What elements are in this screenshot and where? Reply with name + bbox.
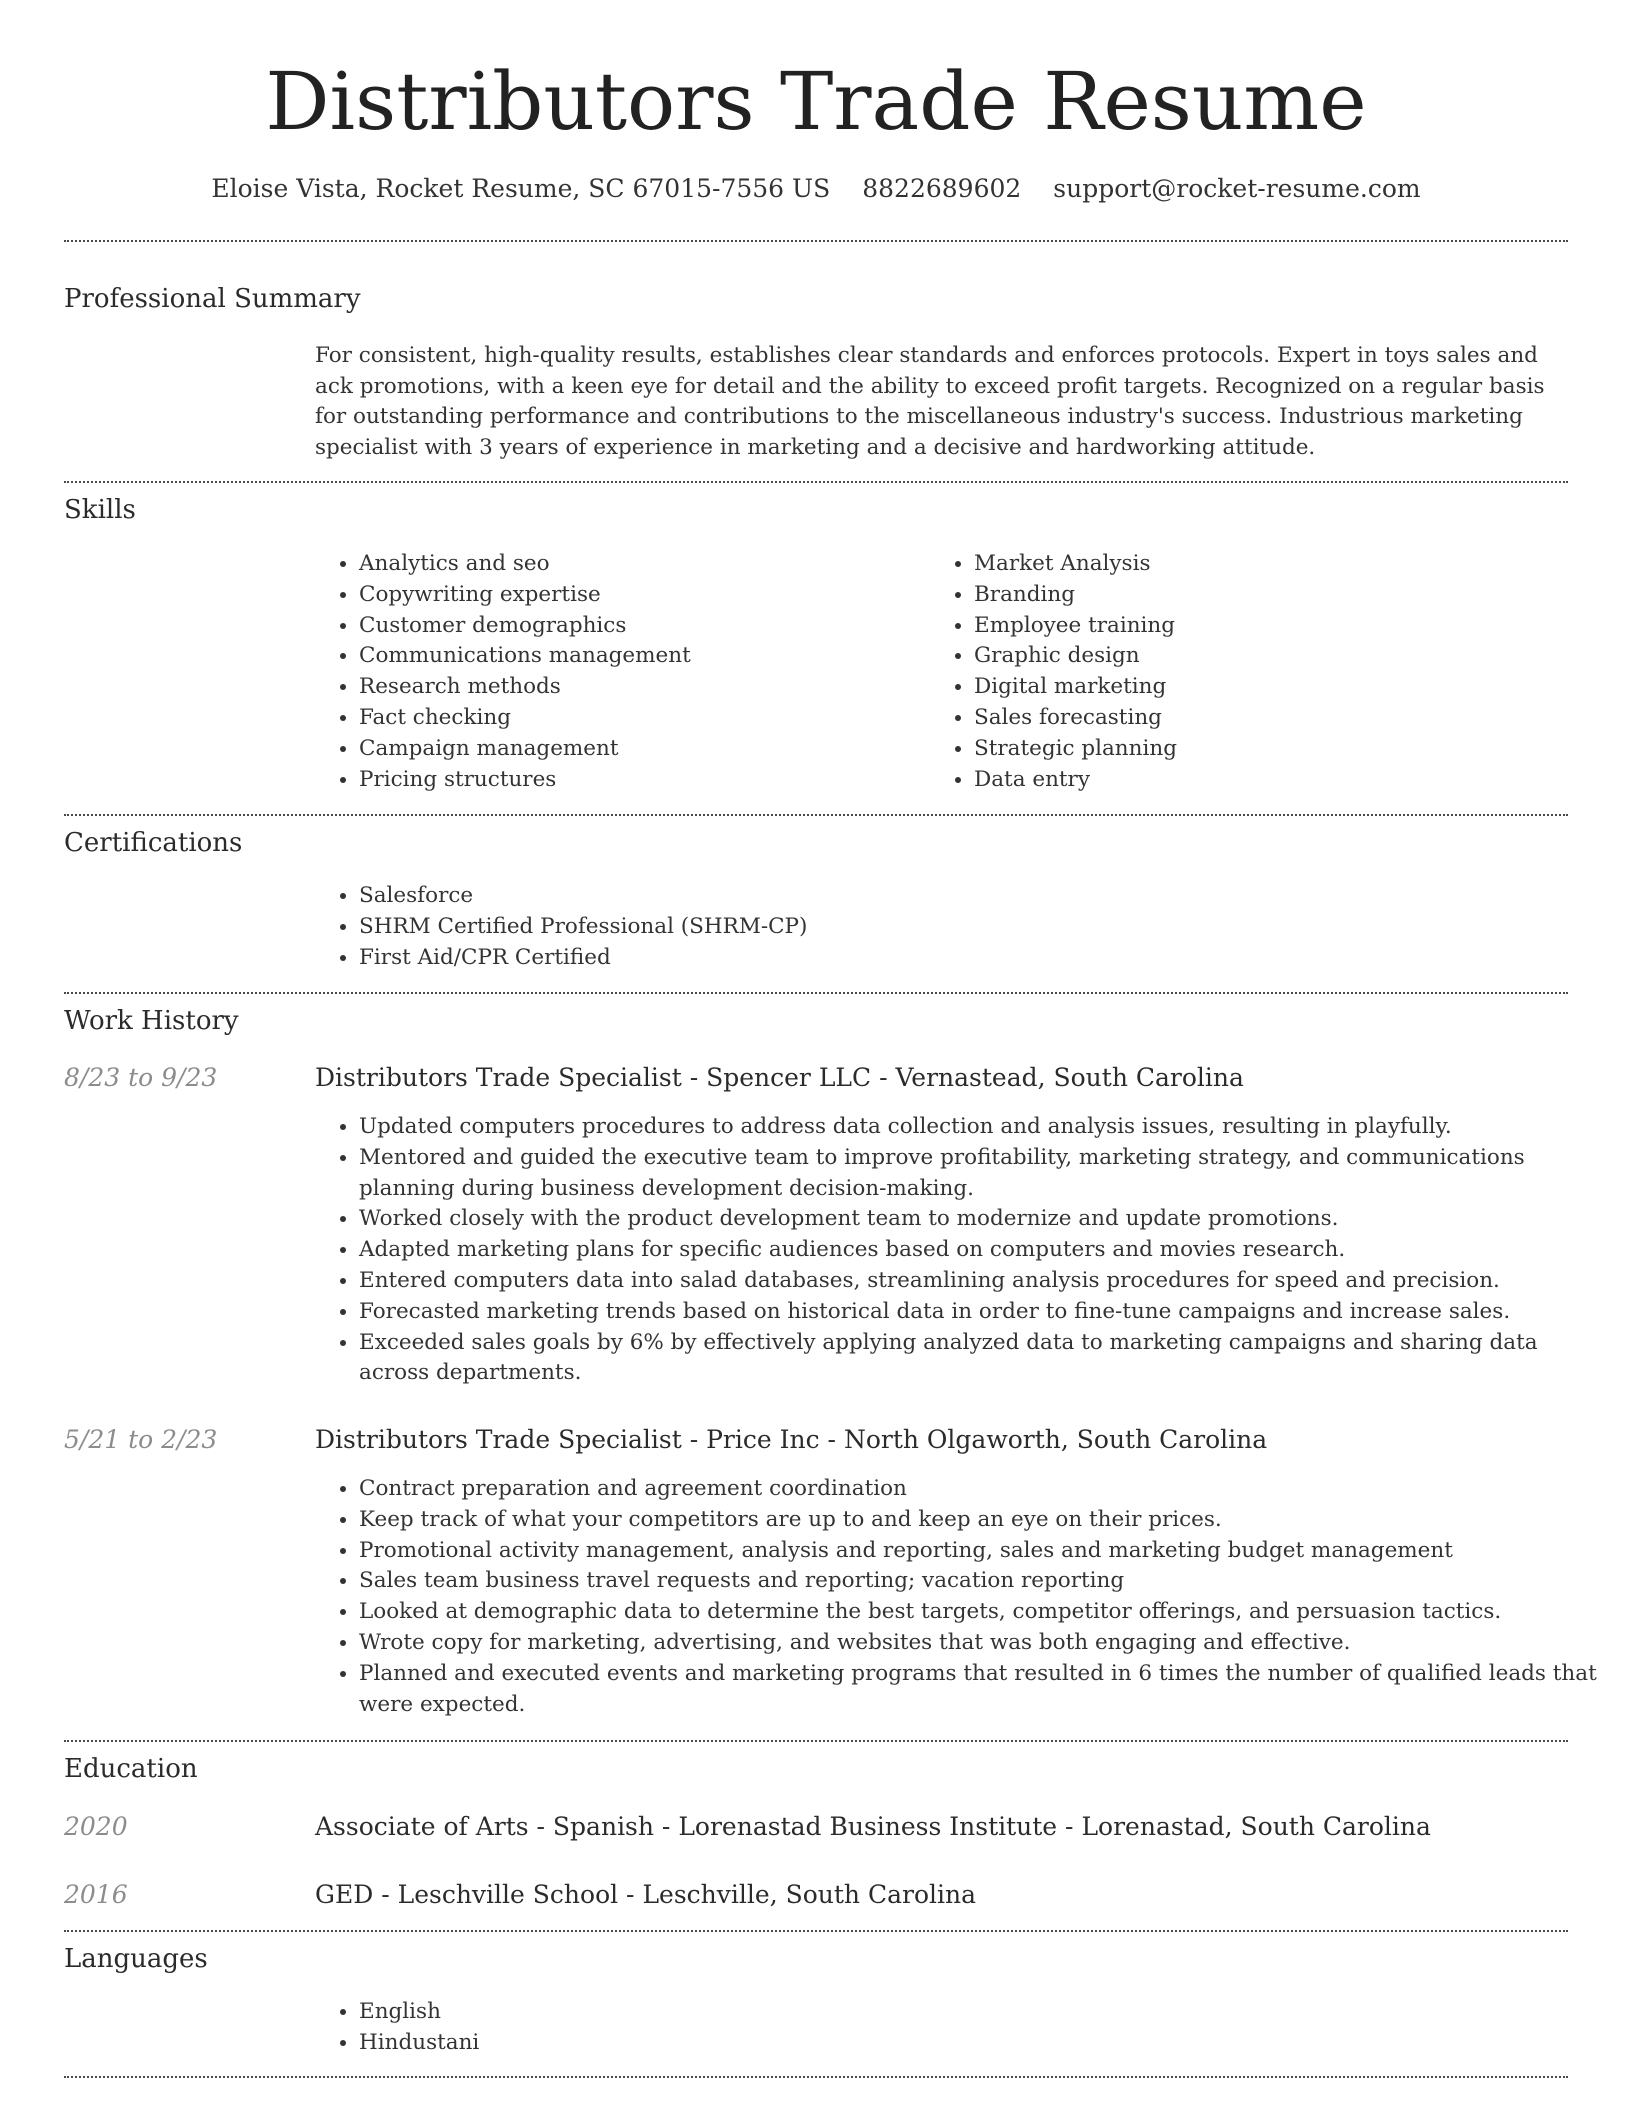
divider [64,1740,1568,1742]
divider [64,481,1568,483]
list-item: • Entered computers data into salad databases, streamlining analysis procedures for speed and precision. [359,1266,1609,1297]
education-entry: Associate of Arts - Spanish - Lorenastad Business Institute - Lorenastad, South Carolina [315,1812,1431,1841]
email: support@rocket-resume.com [1053,174,1421,203]
list-item: • Promotional activity management, analysis and reporting, sales and marketing budget management [359,1536,1609,1567]
job-location: North Olgaworth, South Carolina [843,1425,1268,1454]
languages-heading: Languages [64,1944,208,1974]
divider [64,992,1568,994]
list-item: • Updated computers procedures to address data collection and analysis issues, resulting in playfully. [359,1112,1609,1143]
education-year: 2020 [64,1812,128,1841]
divider [64,2076,1568,2078]
list-item: • Campaign management [359,734,919,765]
list-item: • Hindustani [359,2028,1609,2059]
list-item: • Looked at demographic data to determine the best targets, competitor offerings, and persuasion tactics. [359,1597,1609,1628]
summary-text: For consistent, high-quality results, establishes clear standards and enforces protocols. Expert in toys sales and ack promotions, with a keen eye for detail and the ability to exceed profit targets. Recognized on a regular basis for outstanding performance and contributions to the miscellaneous industry's success. Industrious marketing specialist with 3 years of experience in marketing and a decisive and hardworking attitude. [315,343,1545,460]
job-title-line: Distributors Trade Specialist - Price Inc - North Olgaworth, South Carolina [315,1425,1268,1454]
list-item: • Sales forecasting [974,703,1574,734]
list-item: • Copywriting expertise [359,580,919,611]
job-title: Distributors Trade Specialist [315,1425,682,1454]
list-item: • Forecasted marketing trends based on historical data in order to fine-tune campaigns and increase sales. [359,1297,1609,1328]
list-item: • Branding [974,580,1574,611]
education-entry: GED - Leschville School - Leschville, South Carolina [315,1880,976,1909]
certifications-heading: Certifications [64,828,243,858]
list-item: • Strategic planning [974,734,1574,765]
job-dates: 8/23 to 9/23 [64,1063,218,1092]
skills-heading: Skills [64,495,136,525]
job-title-line: Distributors Trade Specialist - Spencer LLC - Vernastead, South Carolina [315,1063,1244,1092]
job-dates: 5/21 to 2/23 [64,1425,218,1454]
skills-list-left [315,549,919,795]
list-item: • Sales team business travel requests and reporting; vacation reporting [359,1566,1609,1597]
list-item: • Mentored and guided the executive team to improve profitability, marketing strategy, and communications planning during business development decision-making. [359,1143,1609,1205]
list-item: • Planned and executed events and marketing programs that resulted in 6 times the number of qualified leads that were expected. [359,1659,1609,1721]
list-item: • Fact checking [359,703,919,734]
address: Eloise Vista, Rocket Resume, SC 67015-7556 US [211,174,831,203]
job-bullets [315,1112,1609,1389]
list-item: • English [359,1997,1609,2028]
list-item: • Market Analysis [974,549,1574,580]
work-history-heading: Work History [64,1006,239,1036]
list-item: • First Aid/CPR Certified [359,943,1609,974]
list-item: • Analytics and seo [359,549,919,580]
phone: 8822689602 [862,174,1022,203]
education-heading: Education [64,1754,198,1784]
list-item: • Salesforce [359,881,1609,912]
list-item: • Worked closely with the product development team to modernize and update promotions. [359,1204,1609,1235]
list-item: • Exceeded sales goals by 6% by effectively applying analyzed data to marketing campaigns and sharing data across departments. [359,1328,1609,1390]
job-company: Spencer LLC [706,1063,872,1092]
skills-list-right [930,549,1574,795]
list-item: • Digital marketing [974,672,1574,703]
list-item: • Graphic design [974,641,1574,672]
summary-heading: Professional Summary [64,284,361,314]
job-bullets [315,1474,1609,1720]
divider [64,814,1568,816]
list-item: • Data entry [974,765,1574,796]
list-item: • Wrote copy for marketing, advertising, and websites that was both engaging and effective. [359,1628,1609,1659]
education-year: 2016 [64,1880,128,1909]
certifications-list [315,881,1609,973]
job-title: Distributors Trade Specialist [315,1063,682,1092]
list-item: • Communications management [359,641,919,672]
list-item: • Contract preparation and agreement coordination [359,1474,1609,1505]
list-item: • Adapted marketing plans for specific audiences based on computers and movies research. [359,1235,1609,1266]
divider [64,240,1568,242]
list-item: • Pricing structures [359,765,919,796]
list-item: • SHRM Certified Professional (SHRM-CP) [359,912,1609,943]
resume-title: Distributors Trade Resume [265,55,1367,148]
job-company: Price Inc [706,1425,820,1454]
list-item: • Keep track of what your competitors are up to and keep an eye on their prices. [359,1505,1609,1536]
list-item: • Customer demographics [359,611,919,642]
list-item: • Research methods [359,672,919,703]
list-item: • Employee training [974,611,1574,642]
contact-line [0,172,1632,206]
job-location: Vernastead, South Carolina [895,1063,1244,1092]
languages-list [315,1997,1609,2059]
divider [64,1930,1568,1932]
